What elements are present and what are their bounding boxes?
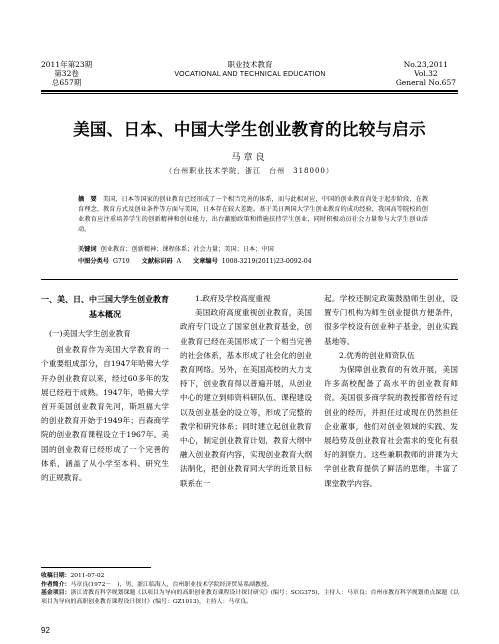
point-heading: 2.优秀的创业师资队伍 xyxy=(339,350,415,360)
keywords-label: 关键词 xyxy=(78,246,97,253)
clc-value: G719 xyxy=(112,258,130,265)
author-bio xyxy=(41,581,461,590)
abstract-label: 摘 要 xyxy=(78,196,97,203)
body-paragraph: 美国政府高度重视创业教育，美国政府专门设立了国家创业教育基金，创业教育已经在美国形成了一个相当完善的社会体系，基本形成了社会化的创业教育网络。另外，在美国高校的大力支持下，创业教育得以普遍开展，从创业中心的建立到师资科研队伍、课程建设以及创业基金的设立等，形成了完整的教学和研究体系；同时建立起创业教育中心，制定创业教育计划，教育大纲中融入创业教育内容，实现创业教育大纲法制化，把创业教育同大学的近景目标联系在一 xyxy=(180,308,312,488)
abstract-text: 美国，日本等国家的创业教育已经形成了一个相当完善的体系，而与此相对应，中国的创业教育尚处于起步阶段，在教育理念、教育方式及创业条件等方面与美国，日本存在较大差距。基于美日两国大学生创业教育的成功经验，我国高等院校的创业教育应注重培养学生的创新精神和创业能力，出台激励政策和措施扶持学生创业，同时积极动员社会力量参与大学生创业活动。 xyxy=(78,196,429,233)
header-rule-thin xyxy=(41,93,458,94)
journal-name-en: VOCATIONAL AND TECHNICAL EDUCATION xyxy=(174,71,326,78)
column-1 xyxy=(41,292,169,485)
point-heading: 1.政府及学校高度重视 xyxy=(195,294,271,303)
abstract-separator xyxy=(41,279,458,280)
received-value: 2011-07-02 xyxy=(70,573,105,579)
general-no-line: General No.657 xyxy=(395,78,456,87)
footnote xyxy=(41,572,461,606)
fund-info xyxy=(41,589,461,606)
article-no-label: 文章编号 xyxy=(193,258,218,265)
doc-code-label: 文献标识码 xyxy=(141,258,173,265)
journal-name-cn: 职业技术教育 xyxy=(227,60,273,69)
issue-info xyxy=(41,60,92,87)
article-title: 美国、日本、中国大学生创业教育的比较与启示 xyxy=(73,120,426,139)
section-heading: 一、美、日、中三国大学生创业教育基本概况 xyxy=(41,295,169,319)
body-paragraph: 为保障创业教育的有效开展，美国许多高校配备了高水平的创业教育师资。美国很多商学院的教授都曾经有过创业的经历，并担任过或现在仍然担任企业董事，他们对创业领域的实践、发展趋势及创业教育社会需求的变化有很好的洞察力。这些兼职教师的讲课为大学创业教育提供了鲜活的思维，丰富了课堂教学内容。 xyxy=(324,365,458,488)
page-number: 92 xyxy=(41,626,50,635)
journal-name xyxy=(160,60,340,80)
keywords xyxy=(78,245,428,255)
issue-line-en: No.23,2011 xyxy=(403,60,449,69)
clc-label: 中图分类号 xyxy=(78,258,109,265)
volume-line-en: Vol.32 xyxy=(414,69,438,78)
issue-info-en xyxy=(396,60,456,87)
body-paragraph: 起。学校还制定政策鼓励师生创业，设置专门机构为师生创业提供方便条件，很多学校设有创业种子基金，创业实践基地等。 xyxy=(324,294,458,346)
author-affiliation: （台州职业技术学院，浙江 台州 318000） xyxy=(165,167,334,175)
keywords-text: 创业教育；创新精神；课程体系；社会力量；美国；日本；中国 xyxy=(100,246,274,253)
volume-line: 第32卷 xyxy=(54,69,79,78)
footnote-rule xyxy=(41,567,151,568)
fund-text: 浙江省教育科学规划课题《以项目为导向的高职创业教育课程设计探讨研究》(编号：SCG375)，主持人：马章良；台州市教育科学规划重点课题《以项目为导向的高职创业教育课程设计探讨》(编号：GZ1013)，主持人：马章良。 xyxy=(41,590,459,605)
author-name: 马章良 xyxy=(231,153,268,163)
column-3 xyxy=(324,292,458,491)
classification-line xyxy=(78,257,438,267)
article-no-value: 1008-3219(2011)23-0092-04 xyxy=(221,258,312,265)
abstract xyxy=(78,195,428,235)
body-paragraph: 创业教育作为美国大学教育的一个重要组成部分，自1947年哈佛大学开办创业教育以来，经过60多年的发展已经趋于成熟。1947年，哈佛大学首开美国创业教育先河，斯坦福大学的创业教育开始于1949年；百森商学院的创业教育课程设立于1967年。美国的创业教育已经形成了一个完善的体系，涵盖了从小学至本科、研究生的正规教育。 xyxy=(41,345,169,483)
received-date xyxy=(41,572,461,581)
header-rule xyxy=(41,90,458,92)
total-issue-line: 总657期 xyxy=(51,78,82,87)
doc-code-value: A xyxy=(176,258,182,265)
fund-label: 基金项目： xyxy=(41,589,71,597)
received-label: 收稿日期： xyxy=(41,572,71,579)
author-bio-label: 作者简介： xyxy=(41,580,71,588)
author-bio-text: 马章良(1972－ )，男，浙江临海人，台州职业技术学院经济贸易系副教授。 xyxy=(70,581,273,588)
issue-line: 2011年第23期 xyxy=(41,60,93,69)
column-2 xyxy=(180,292,312,491)
subsection-heading: (一)美国大学生创业教育 xyxy=(49,329,131,338)
